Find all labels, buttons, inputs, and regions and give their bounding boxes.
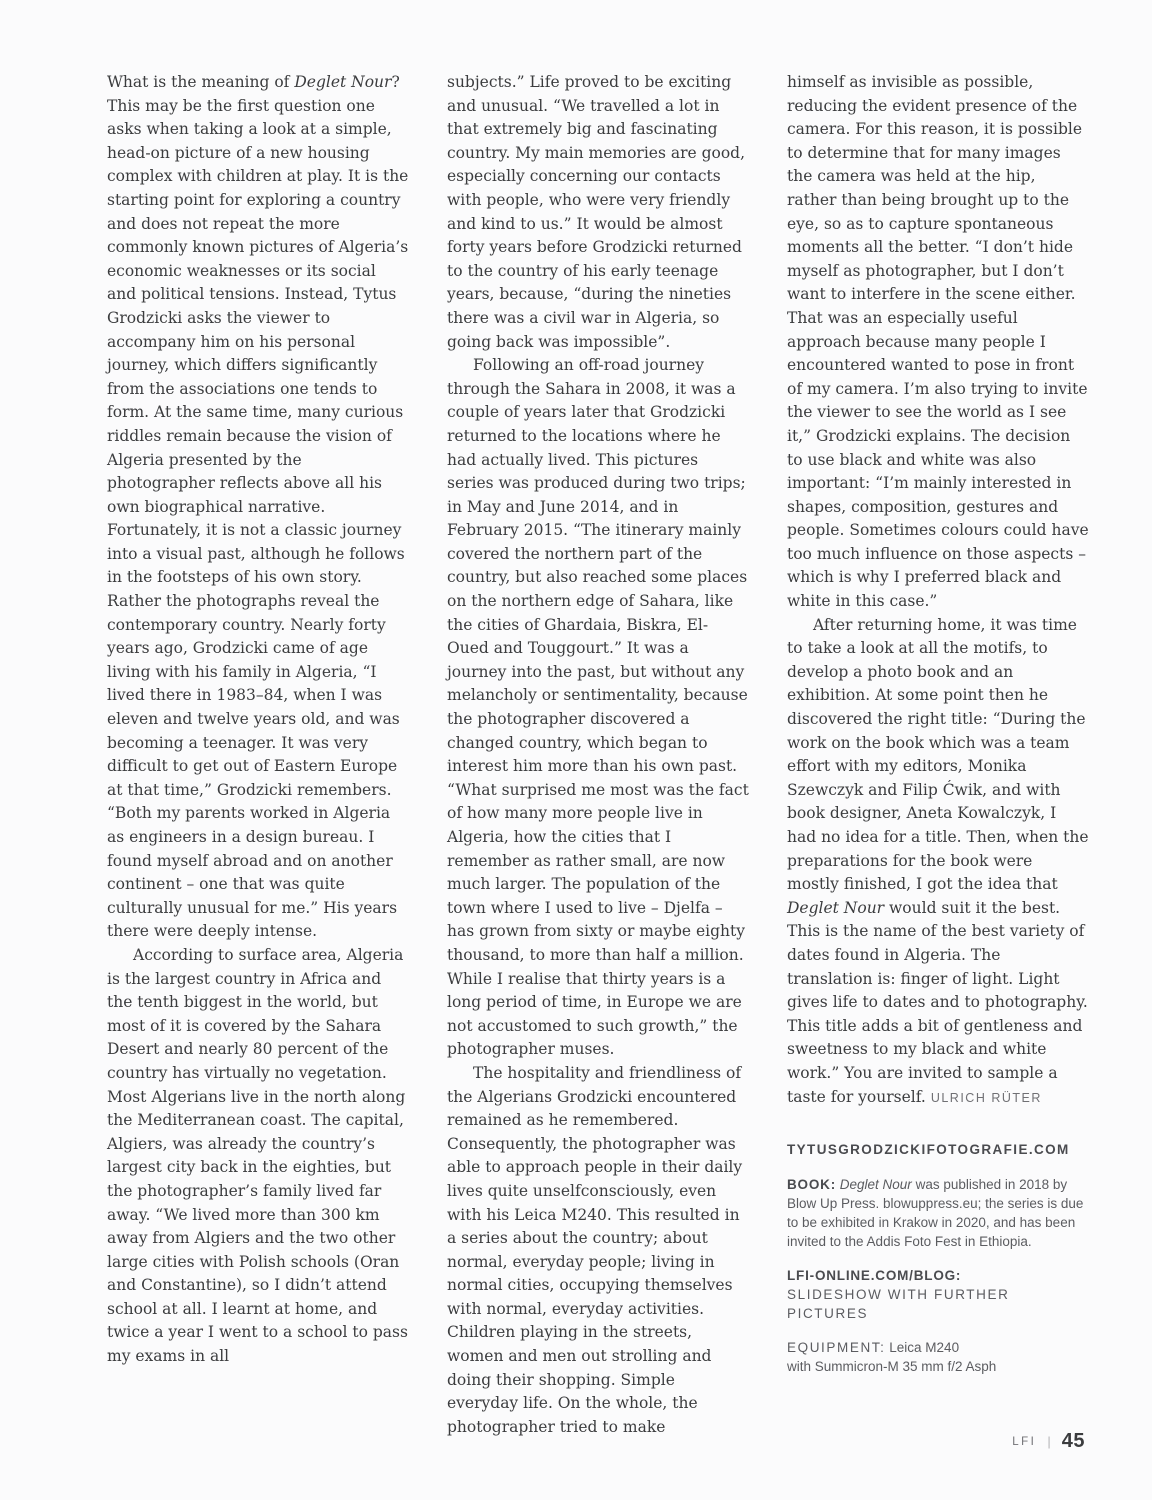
author-byline: ULRICH RÜTER bbox=[925, 1090, 1042, 1105]
article-paragraph bbox=[447, 1062, 749, 1440]
equipment-lens: with Summicron-M 35 mm f/2 Asph bbox=[787, 1359, 997, 1375]
footer-separator: | bbox=[1047, 1434, 1051, 1449]
page-number: 45 bbox=[1061, 1430, 1085, 1452]
text-segment: What is the meaning of bbox=[107, 73, 295, 91]
text-segment: would suit it the best. This is the name of the best variety of dates found in Algeria. The translation is: finger of light. Light gives life to dates and to photography. This title adds a bit of gentleness and sweetness to my black and white work.” You are invited to sample a taste for yourself. bbox=[787, 898, 1088, 1106]
book-text: was published in 2018 by Blow Up Press. blowuppress.eu; the series is due to be exhibited in Krakow in 2020, and has been invited to the Addis Foto Fest in Ethiopia. bbox=[787, 1177, 1084, 1250]
text-segment: The hospitality and friendliness of the Algerians Grodzicki encountered remained as he remembered. Consequently, the photographer was able to approach people in their daily lives quite unselfconsciously, even with his Leica M240. This resulted in a series about the country; about normal, everyday people; living in normal cities, occupying themselves with normal, everyday activities. Children playing in the streets, women and men out strolling and doing their shopping. Simple everyday life. On the whole, the photographer tried to make bbox=[447, 1063, 743, 1436]
article-paragraph bbox=[447, 71, 749, 354]
article-column-3 bbox=[787, 71, 1089, 1439]
book-info bbox=[787, 1175, 1089, 1251]
page-footer bbox=[1012, 1430, 1085, 1453]
text-segment: Following an off-road journey through the Sahara in 2008, it was a couple of years later that Grodzicki returned to the locations where he had actually lived. This pictures series was produced during two trips; in May and June 2014, and in February 2015. “The itinerary mainly covered the northern part of the country, but also reached some places on the northern edge of Sahara, like the cities of Ghardaia, Biskra, El-Oued and Touggourt.” It was a journey into the past, but without any melancholy or sentimentality, because the photographer discovered a changed country, which began to interest him more than his own past. “What surprised me most was the fact of how many more people live in Algeria, how the cities that I remember as rather small, are now much larger. The population of the town where I used to live – Djelfa – has grown from sixty or maybe eighty thousand, to more than half a million. While I realise that thirty years is a long period of time, in Europe we are not accustomed to such growth,” the photographer muses. bbox=[447, 356, 749, 1059]
magazine-brand: LFI bbox=[1012, 1435, 1037, 1448]
article-info-block bbox=[787, 1140, 1089, 1376]
article-paragraph bbox=[107, 944, 409, 1369]
article-paragraph bbox=[787, 71, 1089, 614]
text-segment: Deglet Nour bbox=[787, 898, 885, 917]
equipment-value: Leica M240 bbox=[889, 1340, 960, 1356]
blog-text: SLIDESHOW WITH FURTHER PICTURES bbox=[787, 1287, 1010, 1322]
blog-info bbox=[787, 1266, 1089, 1323]
text-segment: subjects.” Life proved to be exciting and unusual. “We travelled a lot in that extremely big and fascinating country. My main memories are good, especially concerning our contacts with people, who were very friendly and kind to us.” It would be almost forty years before Grodzicki returned to the country of his early teenage years, because, “during the nineties there was a civil war in Algeria, so going back was impossible”. bbox=[447, 73, 746, 351]
book-title: Deglet Nour bbox=[839, 1177, 912, 1193]
article-column-1 bbox=[107, 71, 409, 1439]
article-paragraph bbox=[107, 71, 409, 944]
article-column-3-text bbox=[787, 71, 1089, 1110]
text-segment: After returning home, it was time to take a look at all the motifs, to develop a photo book and an exhibition. At some point then he discovered the right title: “During the work on the book which was a team effort with my editors, Monika Szewczyk and Filip Ćwik, and with book designer, Aneta Kowalczyk, I had no idea for a title. Then, when the preparations for the book were mostly finished, I got the idea that bbox=[787, 615, 1089, 894]
text-segment: Deglet Nour bbox=[294, 73, 392, 91]
text-segment: himself as invisible as possible, reducing the evident presence of the camera. For this reason, it is possible to determine that for many images the camera was held at the hip, rather than being brought up to the eye, so as to capture spontaneous moments all the better. “I don’t hide myself as photographer, but I don’t want to interfere in the scene either. That was an especially useful approach because many people I encountered wanted to pose in front of my camera. I’m also trying to invite the viewer to see the world as I see it,” Grodzicki explains. The decision to use black and white was also important: “I’m mainly interested in shapes, composition, gestures and people. Sometimes colours could have too much influence on those aspects – which is why I preferred black and white in this case.” bbox=[787, 73, 1089, 611]
article-columns bbox=[107, 71, 1089, 1439]
text-segment: According to surface area, Algeria is the largest country in Africa and the tenth biggest in the world, but most of it is covered by the Sahara Desert and nearly 80 percent of the country has virtually no vegetation. Most Algerians live in the north along the Mediterranean coast. The capital, Algiers, was already the country’s largest city back in the eighties, but the photographer’s family lived far away. “We lived more than 300 km away from Algiers and the two other large cities with Polish schools (Oran and Constantine), so I didn’t attend school at all. I learnt at home, and twice a year I went to a school to pass my exams in all bbox=[107, 945, 408, 1366]
article-paragraph bbox=[787, 614, 1089, 1110]
equipment-label: EQUIPMENT: bbox=[787, 1340, 886, 1356]
photographer-website: TYTUSGRODZICKIFOTOGRAFIE.COM bbox=[787, 1142, 1070, 1158]
text-segment: ? This may be the first question one asks when taking a look at a simple, head-on picture of a new housing complex with children at play. It is the starting point for exploring a country and does not repeat the more commonly known pictures of Algeria’s economic weaknesses or its social and political tensions. Instead, Tytus Grodzicki asks the viewer to accompany him on his personal journey, which differs significantly from the associations one tends to form. At the same time, many curious riddles remain because the vision of Algeria presented by the photographer reflects above all his own biographical narrative. Fortunately, it is not a classic journey into a visual past, although he follows in the footsteps of his own story. Rather the photographs reveal the contemporary country. Nearly forty years ago, Grodzicki came of age living with his family in Algeria, “I lived there in 1983–84, when I was eleven and twelve years old, and was becoming a teenager. It was very difficult to get out of Eastern Europe at that time,” Grodzicki remembers. “Both my parents worked in Algeria as engineers in a design bureau. I found myself abroad and on another continent – one that was quite culturally unusual for me.” His years there were deeply intense. bbox=[107, 73, 409, 941]
equipment-info bbox=[787, 1338, 1089, 1376]
article-paragraph bbox=[447, 354, 749, 1062]
article-column-2 bbox=[447, 71, 749, 1439]
book-label: BOOK: bbox=[787, 1177, 836, 1193]
blog-label: LFI-ONLINE.COM/BLOG: bbox=[787, 1268, 962, 1284]
